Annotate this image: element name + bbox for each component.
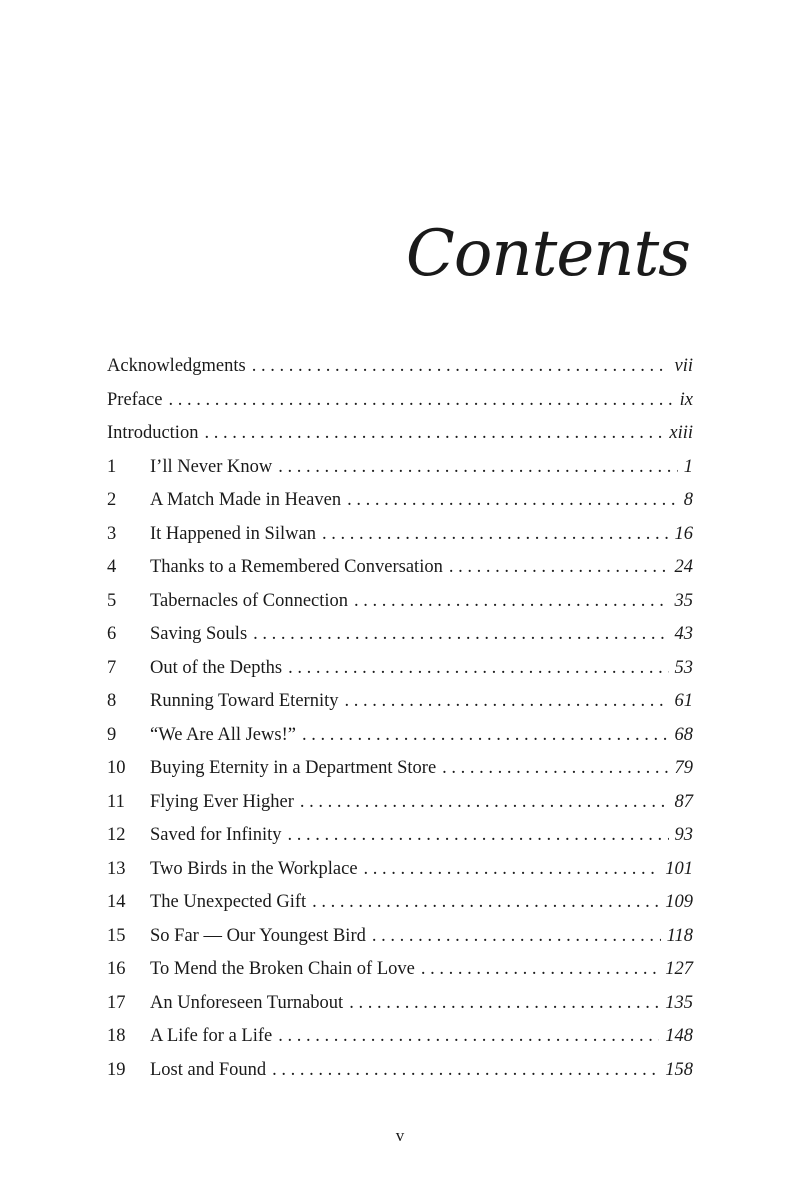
dot-leader xyxy=(272,1054,659,1088)
dot-leader xyxy=(354,585,668,619)
dot-leader xyxy=(253,618,668,652)
toc-entry-title: Buying Eternity in a Department Store xyxy=(150,758,437,778)
toc-entry-number: 15 xyxy=(107,925,126,946)
dot-leader xyxy=(204,417,663,451)
toc-entry xyxy=(107,987,693,1021)
toc-entry-title: Saving Souls xyxy=(150,624,248,644)
toc-entry-page: 24 xyxy=(674,557,693,577)
toc-entry-page: 158 xyxy=(665,1059,693,1080)
toc-entry-page: ix xyxy=(679,389,693,410)
page-number: v xyxy=(395,1126,405,1145)
toc-entry-page: 109 xyxy=(665,892,693,912)
table-of-contents xyxy=(107,350,693,1087)
toc-entry-title: Preface xyxy=(107,389,163,410)
toc-entry-title: “We Are All Jews!” xyxy=(150,724,296,745)
toc-entry-title: Two Birds in the Workplace xyxy=(150,858,358,879)
toc-entry xyxy=(107,518,693,552)
toc-entry xyxy=(107,1020,693,1054)
dot-leader xyxy=(364,853,660,887)
toc-entry xyxy=(107,484,693,518)
toc-entry xyxy=(107,585,693,619)
toc-entry-page: 87 xyxy=(674,791,693,812)
toc-entry xyxy=(107,417,693,451)
dot-leader xyxy=(302,719,669,753)
toc-entry xyxy=(107,719,693,753)
toc-entry-title: The Unexpected Gift xyxy=(150,892,307,912)
toc-entry xyxy=(107,886,693,920)
dot-leader xyxy=(288,652,668,686)
dot-leader xyxy=(322,518,669,552)
toc-entry-number: 17 xyxy=(107,992,126,1013)
page-title: Contents xyxy=(405,217,690,291)
toc-entry-title: To Mend the Broken Chain of Love xyxy=(150,959,415,979)
dot-leader xyxy=(288,819,669,853)
toc-entry-number: 5 xyxy=(107,590,117,611)
toc-entry-number: 18 xyxy=(107,1026,126,1046)
toc-entry-number: 10 xyxy=(107,758,126,778)
dot-leader xyxy=(372,920,661,954)
toc-entry-number: 14 xyxy=(107,892,126,912)
toc-entry xyxy=(107,786,693,820)
toc-entry xyxy=(107,819,693,853)
toc-entry-page: 148 xyxy=(665,1026,693,1046)
toc-entry xyxy=(107,953,693,987)
toc-entry-title: Saved for Infinity xyxy=(150,825,282,845)
dot-leader xyxy=(347,484,678,518)
toc-entry xyxy=(107,1054,693,1088)
toc-entry-title: Tabernacles of Connection xyxy=(150,590,349,611)
toc-entry-page: xiii xyxy=(669,423,693,443)
toc-entry-page: 1 xyxy=(683,456,693,477)
toc-entry-number: 11 xyxy=(107,791,125,812)
dot-leader xyxy=(300,786,669,820)
toc-entry-page: 79 xyxy=(674,758,693,778)
toc-entry xyxy=(107,618,693,652)
toc-entry xyxy=(107,920,693,954)
toc-entry-number: 9 xyxy=(107,724,117,745)
toc-entry-title: Introduction xyxy=(107,423,199,443)
toc-entry xyxy=(107,685,693,719)
dot-leader xyxy=(344,685,668,719)
toc-entry-title: Lost and Found xyxy=(150,1059,267,1080)
toc-entry-title: It Happened in Silwan xyxy=(150,523,316,544)
dot-leader xyxy=(421,953,659,987)
toc-entry-page: 118 xyxy=(666,925,693,946)
toc-entry-number: 13 xyxy=(107,858,126,879)
toc-entry-number: 12 xyxy=(107,825,126,845)
toc-entry-number: 3 xyxy=(107,523,117,544)
toc-entry-number: 19 xyxy=(107,1059,126,1080)
toc-entry xyxy=(107,350,693,384)
toc-entry-page: 8 xyxy=(683,490,693,510)
toc-entry-page: 101 xyxy=(665,858,693,879)
toc-entry xyxy=(107,752,693,786)
toc-entry-title: Out of the Depths xyxy=(150,657,283,678)
toc-entry-page: 68 xyxy=(674,724,693,745)
toc-entry-page: 135 xyxy=(665,992,693,1013)
dot-leader xyxy=(349,987,659,1021)
toc-entry-number: 4 xyxy=(107,557,117,577)
toc-entry-page: 16 xyxy=(674,523,693,544)
toc-entry-page: 43 xyxy=(674,624,693,644)
toc-entry-number: 7 xyxy=(107,657,117,678)
toc-entry-page: 35 xyxy=(674,590,693,611)
toc-entry-number: 2 xyxy=(107,490,117,510)
toc-entry xyxy=(107,551,693,585)
toc-entry xyxy=(107,853,693,887)
toc-entry xyxy=(107,652,693,686)
toc-entry-title: I’ll Never Know xyxy=(150,456,273,477)
toc-entry-number: 1 xyxy=(107,456,117,477)
toc-entry-title: An Unforeseen Turnabout xyxy=(150,992,344,1013)
toc-entry-page: 93 xyxy=(674,825,693,845)
dot-leader xyxy=(442,752,668,786)
toc-entry-page: 53 xyxy=(674,657,693,678)
toc-entry-number: 8 xyxy=(107,691,117,711)
dot-leader xyxy=(168,384,673,418)
toc-entry-title: Flying Ever Higher xyxy=(150,791,294,812)
dot-leader xyxy=(312,886,659,920)
toc-entry-number: 6 xyxy=(107,624,117,644)
toc-entry xyxy=(107,384,693,418)
toc-entry-page: 61 xyxy=(674,691,693,711)
dot-leader xyxy=(278,451,677,485)
toc-entry-page: vii xyxy=(674,356,693,376)
dot-leader xyxy=(449,551,669,585)
toc-entry-title: A Life for a Life xyxy=(150,1026,273,1046)
toc-entry-title: A Match Made in Heaven xyxy=(150,490,342,510)
dot-leader xyxy=(278,1020,659,1054)
toc-entry-title: Acknowledgments xyxy=(107,356,246,376)
dot-leader xyxy=(252,350,669,384)
toc-entry-title: Running Toward Eternity xyxy=(150,691,339,711)
toc-entry-title: So Far — Our Youngest Bird xyxy=(150,925,366,946)
toc-entry-title: Thanks to a Remembered Conversation xyxy=(150,557,443,577)
toc-entry-number: 16 xyxy=(107,959,126,979)
toc-entry xyxy=(107,451,693,485)
toc-entry-page: 127 xyxy=(665,959,693,979)
